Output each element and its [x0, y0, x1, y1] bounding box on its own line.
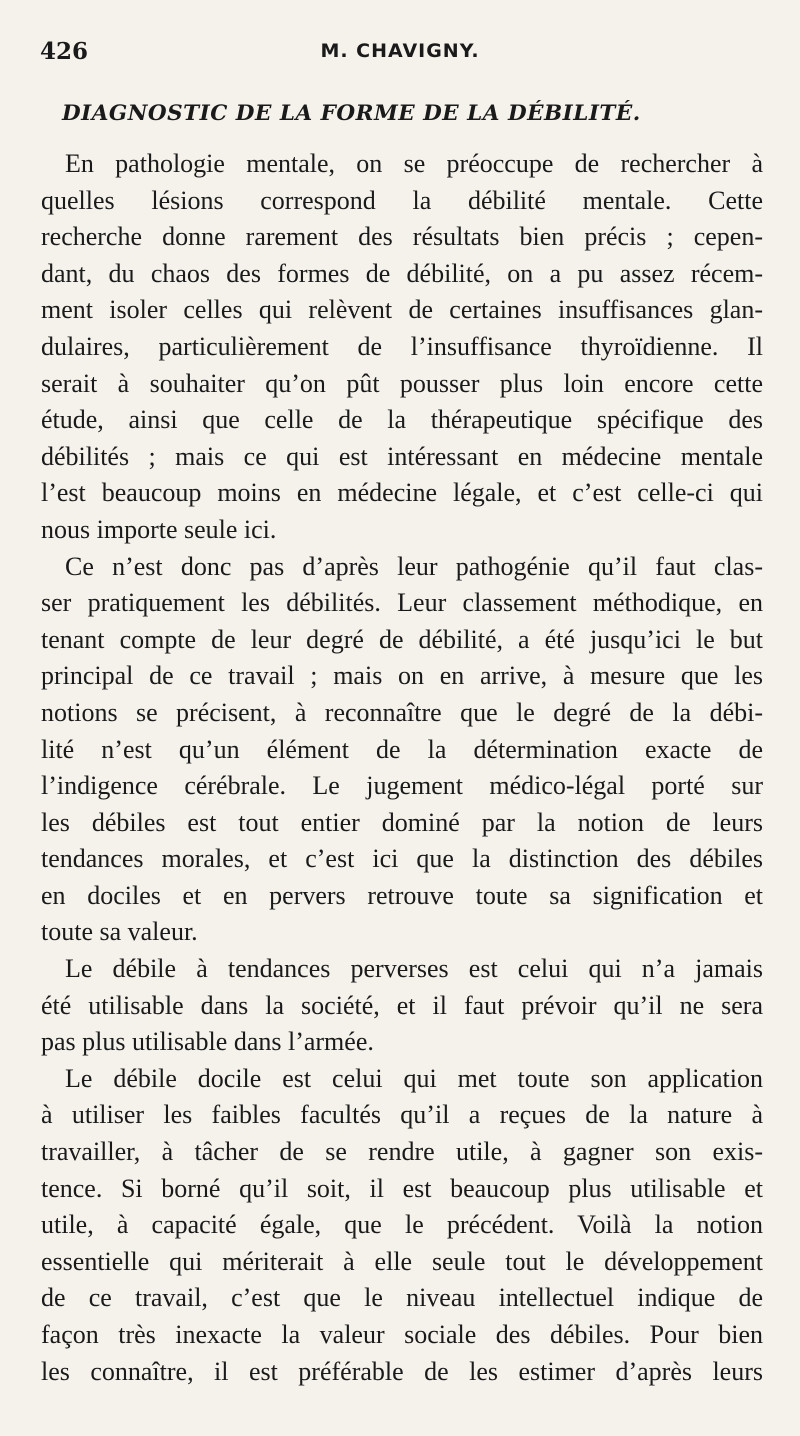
paragraph-1	[41, 146, 763, 549]
text-line: à utiliser les faibles facultés qu’il a reçues de la nature à	[41, 1100, 763, 1130]
text-line: Le débile docile est celui qui met toute son application	[65, 1063, 763, 1093]
text-line: serait à souhaiter qu’on pût pousser plus loin encore cette	[41, 368, 763, 398]
text-line: les connaître, il est préférable de les estimer d’après leurs	[41, 1356, 763, 1386]
body-text	[41, 146, 763, 1390]
paragraph-3	[41, 951, 763, 1061]
text-line: nous importe seule ici.	[41, 514, 277, 544]
text-line: en dociles et en pervers retrouve toute sa signification et	[41, 880, 763, 910]
text-line: Ce n’est donc pas d’après leur pathogénie qu’il faut clas-	[65, 551, 763, 581]
text-line: toute sa valeur.	[41, 917, 198, 947]
text-line: pas plus utilisable dans l’armée.	[41, 1027, 374, 1057]
text-line: essentielle qui mériterait à elle seule tout le développement	[41, 1246, 763, 1276]
page-number: 426	[40, 38, 89, 65]
running-head-author: M. CHAVIGNY.	[320, 40, 480, 62]
text-line: débilités ; mais ce qui est intéressant en médecine mentale	[41, 441, 763, 471]
text-line: l’est beaucoup moins en médecine légale, et c’est celle-ci qui	[41, 478, 763, 508]
text-line: principal de ce travail ; mais on en arrive, à mesure que les	[41, 661, 763, 691]
text-line: travailler, à tâcher de se rendre utile, à gagner son exis-	[41, 1137, 763, 1167]
paragraph-4	[41, 1061, 763, 1390]
text-line: été utilisable dans la société, et il faut prévoir qu’il ne sera	[41, 990, 763, 1020]
text-line: ment isoler celles qui relèvent de certaines insuffisances glan-	[41, 295, 763, 325]
text-line: tendances morales, et c’est ici que la distinction des débiles	[41, 844, 763, 874]
text-line: ser pratiquement les débilités. Leur classement méthodique, en	[41, 588, 763, 618]
text-line: quelles lésions correspond la débilité mentale. Cette	[41, 185, 763, 215]
text-line: dant, du chaos des formes de débilité, on a pu assez récem-	[41, 258, 763, 288]
text-line: façon très inexacte la valeur sociale des débiles. Pour bien	[41, 1320, 763, 1349]
section-title: DIAGNOSTIC DE LA FORME DE LA DÉBILITÉ.	[62, 101, 641, 126]
text-line: utile, à capacité égale, que le précédent. Voilà la notion	[41, 1210, 763, 1240]
text-line: dulaires, particulièrement de l’insuffisance thyroïdienne. Il	[41, 331, 763, 361]
text-line: les débiles est tout entier dominé par la notion de leurs	[41, 807, 763, 837]
running-head	[40, 38, 760, 78]
text-line: de ce travail, c’est que le niveau intellectuel indique de	[41, 1283, 763, 1313]
text-line: étude, ainsi que celle de la thérapeutique spécifique des	[41, 405, 763, 435]
text-line: notions se précisent, à reconnaître que le degré de la débi-	[41, 697, 763, 727]
text-line: tence. Si borné qu’il soit, il est beaucoup plus utilisable et	[41, 1173, 763, 1203]
paragraph-2	[41, 549, 763, 952]
text-line: En pathologie mentale, on se préoccupe de rechercher à	[65, 149, 763, 178]
text-line: l’indigence cérébrale. Le jugement médico-légal porté sur	[41, 771, 763, 801]
text-line: Le débile à tendances perverses est celui qui n’a jamais	[65, 954, 763, 984]
text-line: recherche donne rarement des résultats bien précis ; cepen-	[41, 222, 763, 252]
text-line: lité n’est qu’un élément de la détermination exacte de	[41, 734, 763, 764]
text-line: tenant compte de leur degré de débilité, a été jusqu’ici le but	[41, 624, 763, 654]
